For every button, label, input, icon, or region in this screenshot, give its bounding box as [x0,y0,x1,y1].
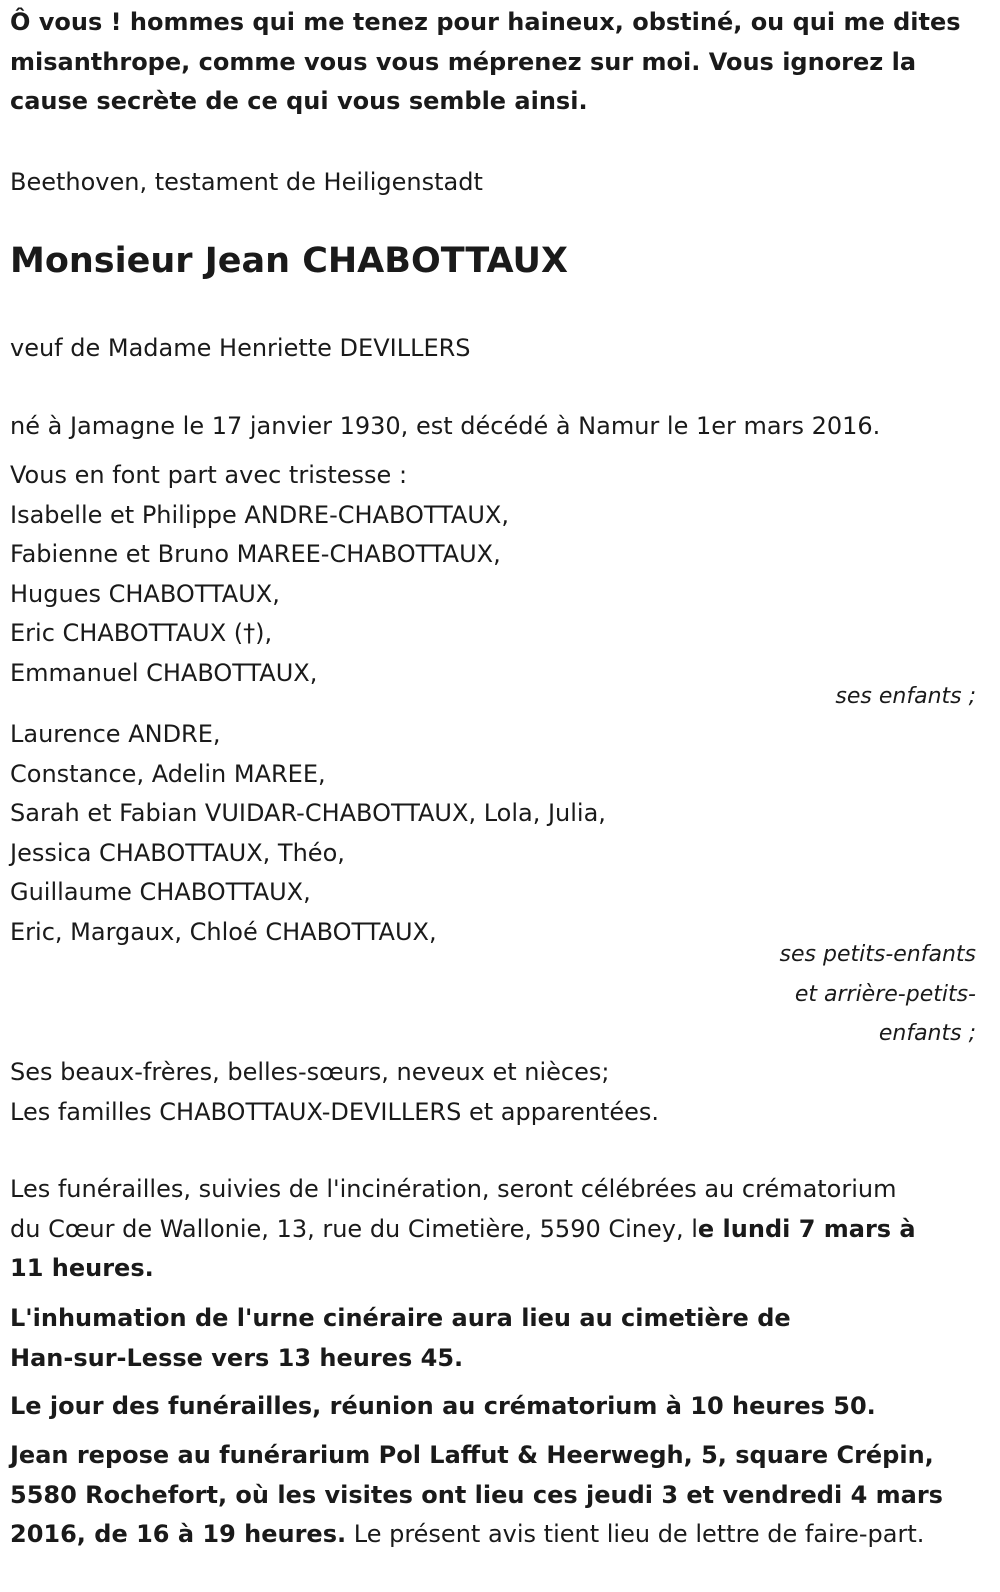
child-entry: Emmanuel CHABOTTAUX, [10,658,318,687]
quote [10,3,982,122]
intro: Vous en font part avec tristesse : [10,461,408,489]
visitation-line [10,1515,982,1555]
funeral-details [10,1170,982,1289]
visitation-info [10,1436,982,1555]
grandchildren-label-line: enfants ; [878,1021,976,1046]
quote-line: Ô vous ! hommes qui me tenez pour haineux, obstiné, ou qui me dites [10,8,961,36]
widow-of: veuf de Madame Henriette DEVILLERS [10,334,471,362]
child-entry: Isabelle et Philippe ANDRE-CHABOTTAUX, [10,500,509,529]
quote-line: cause secrète de ce qui vous semble ainsi. [10,87,588,115]
grandchildren-label-line: et arrière-petits- [794,981,976,1007]
grandchild-entry: Eric, Margaux, Chloé CHABOTTAUX, [10,917,437,946]
grandchildren-label-line: ses petits-enfants [779,942,976,967]
child-entry: Fabienne et Bruno MAREE-CHABOTTAUX, [10,540,501,568]
meeting-info: Le jour des funérailles, réunion au crématorium à 10 heures 50. [10,1392,876,1420]
children-list [10,456,982,693]
visitation-line: Jean repose au funérarium Pol Laffut & Heerwegh, 5, square Crépin, [10,1441,934,1469]
child-entry: Hugues CHABOTTAUX, [10,579,280,608]
notice-remark: Le présent avis tient lieu de lettre de faire-part. [346,1520,925,1548]
funeral-line [10,1210,982,1250]
child-entry: Eric CHABOTTAUX (†), [10,619,273,647]
urn-line: L'inhumation de l'urne cinéraire aura lieu au cimetière de [10,1304,791,1332]
funeral-place: du Cœur de Wallonie, 13, rue du Cimetière, 5590 Ciney, l [10,1214,698,1243]
funeral-time: 11 heures. [10,1254,154,1282]
quote-line: misanthrope, comme vous vous méprenez sur moi. Vous ignorez la [10,47,917,76]
grandchildren-label [780,935,976,1054]
visitation-line: 5580 Rochefort, où les visites ont lieu ces jeudi 3 et vendredi 4 mars [10,1480,943,1509]
relatives-line: Les familles CHABOTTAUX-DEVILLERS et apparentées. [10,1097,660,1126]
urn-burial [10,1299,982,1378]
other-relatives [10,1053,982,1132]
funeral-line: Les funérailles, suivies de l'incinération, seront célébrées au crématorium [10,1175,897,1203]
funeral-date: e lundi 7 mars à [697,1214,916,1243]
deceased-name: Monsieur Jean CHABOTTAUX [10,241,568,281]
grandchild-entry: Guillaume CHABOTTAUX, [10,878,311,906]
birth-death: né à Jamagne le 17 janvier 1930, est décédé à Namur le 1er mars 2016. [10,412,881,440]
relatives-line: Ses beaux-frères, belles-sœurs, neveux et nièces; [10,1058,610,1086]
children-label: ses enfants ; [835,684,976,709]
grandchild-entry: Jessica CHABOTTAUX, Théo, [10,838,345,867]
urn-line: Han-sur-Lesse vers 13 heures 45. [10,1343,464,1372]
quote-source: Beethoven, testament de Heiligenstadt [10,168,483,196]
grandchild-entry: Laurence ANDRE, [10,720,221,748]
grandchildren-list [10,715,982,952]
visitation-hours: 2016, de 16 à 19 heures. [10,1520,347,1548]
grandchild-entry: Constance, Adelin MAREE, [10,759,326,788]
grandchild-entry: Sarah et Fabian VUIDAR-CHABOTTAUX, Lola, Julia, [10,799,606,827]
